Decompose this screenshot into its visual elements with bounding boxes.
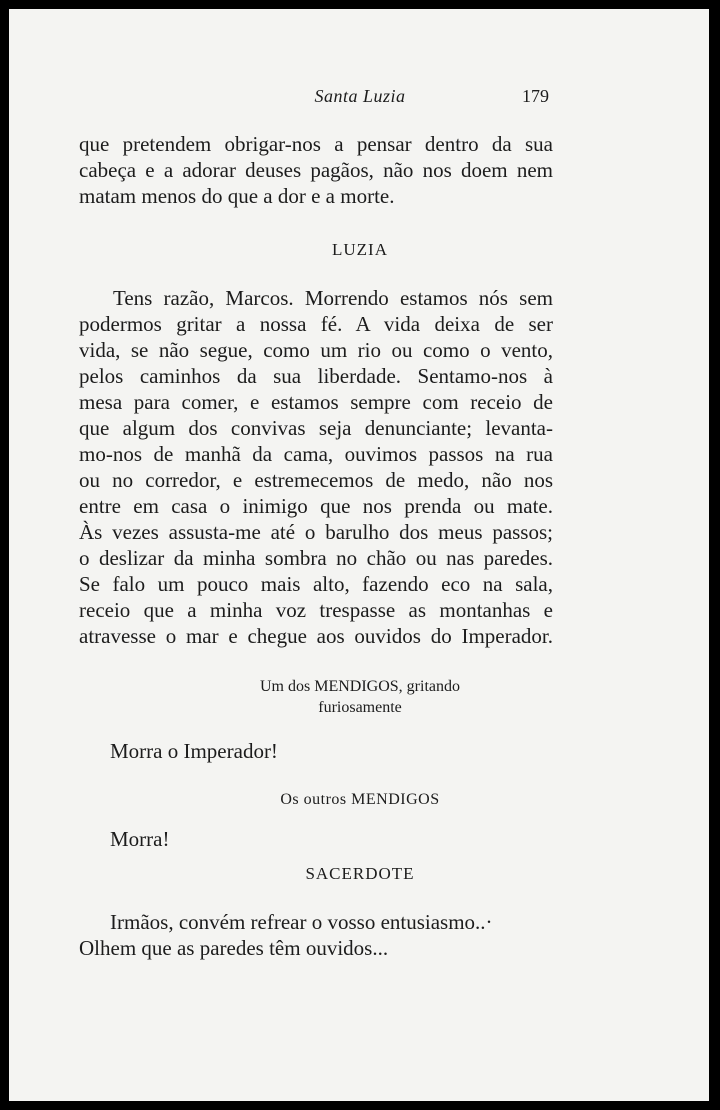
speech-irmaos-line-1: Irmãos, convém refrear o vosso entusiasmo..· [110,910,493,934]
speaker-sacerdote: SACERDOTE [305,864,415,883]
text-line: Tens razão, Marcos. Morrendo estamos nós sem [113,286,553,310]
text-line: mesa para comer, e estamos sempre com receio de [79,390,553,414]
speech-irmaos-line-2: Olhem que as paredes têm ouvidos... [79,936,389,960]
text-line: vida, se não segue, como um rio ou como o vento, [79,338,553,362]
text-line: podermos gritar a nossa fé. A vida deixa de ser [79,312,553,336]
text-line: mo-nos de manhã da cama, ouvimos passos na rua [79,442,553,466]
paragraph-1 [79,131,553,209]
text-line: atravesse o mar e chegue aos ouvidos do Imperador. [79,624,553,648]
stage-direction-line: Um dos MENDIGOS, gritando [260,678,460,695]
stage-direction-mendigo [0,676,720,718]
speech-morra: Morra! [110,827,170,851]
speech-morra-imperador: Morra o Imperador! [110,739,278,763]
text-line: entre em casa o inimigo que nos prenda ou mate. [79,494,553,518]
text-line: o deslizar da minha sombra no chão ou nas paredes. [79,546,553,570]
speaker-outros-mendigos: Os outros MENDIGOS [280,791,440,808]
paragraph-2 [79,285,553,649]
text-line: ou no corredor, e estremecemos de medo, não nos [79,468,553,492]
running-header-title: Santa Luzia [314,86,406,106]
text-line: Se falo um pouco mais alto, fazendo eco na sala, [79,572,553,596]
text-line: matam menos do que a dor e a morte. [79,184,395,208]
stage-direction-line: furiosamente [318,699,402,716]
speaker-luzia: LUZIA [332,240,388,259]
text-line: pelos caminhos da sua liberdade. Sentamo-nos à [79,364,553,388]
page-number: 179 [522,86,549,106]
text-line: que pretendem obrigar-nos a pensar dentro da sua [79,132,553,156]
text-line: cabeça e a adorar deuses pagãos, não nos doem nem [79,158,553,182]
text-line: que algum dos convivas seja denunciante; levanta- [79,416,553,440]
text-line: receio que a minha voz trespasse as montanhas e [79,598,553,622]
text-line: Às vezes assusta-me até o barulho dos meus passos; [79,520,553,544]
